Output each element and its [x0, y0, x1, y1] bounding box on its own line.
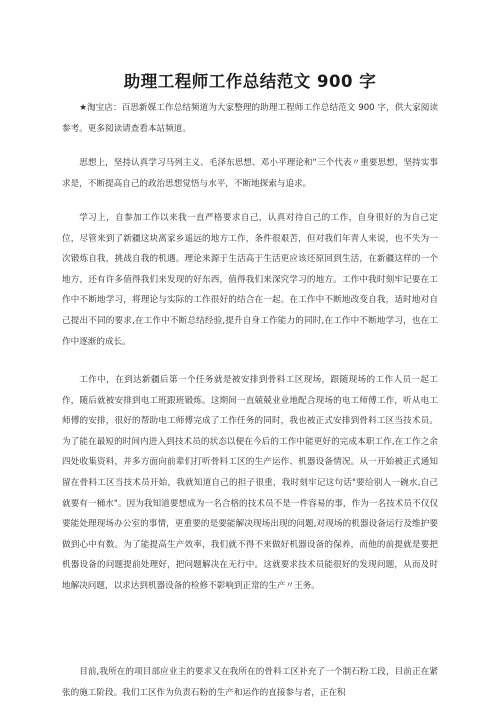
- current-project-paragraph: 目前,我所在的项目部应业主的要求又在我所在的骨料工区补充了一个制石粉工段，目前正在紧张的施工阶段。我们工区作为负责石粉的生产和运作的直接参与者，正在积: [62, 667, 438, 698]
- study-paragraph: 学习上，自参加工作以来我一直严格要求自己，认真对待自己的工作，自身很好的为自己定位，尽管来到了新疆这块离家乡遥远的地方工作，条件很艰苦，但对我们年青人来说，也不失为一次锻炼自我，挑战自我的机遇。理论来源于生活高于生活更应该还原回到生活，在新疆这样的一个地方，还有许多值得我们来发现的好东西，值得我们来深究学习的地方。工作中我时刻牢记要在工作中不断地学习，将理论与实际的工作很好的结合在一起。在工作中不断地改变自我，适时地对自己提出不同的要求,在工作中不断总结经验,提升自身工作能力的同时,在工作中不断地学习，也在工作中逐渐的成长。: [62, 213, 438, 347]
- work-paragraph: 工作中，在到达新疆后第一个任务就是被安排到骨料工区现场，跟随现场的工作人员一起工作，随后就被安排到电工班跟班锻炼。这期间一直兢兢业业地配合现场的电工师傅工作，听从电工师傅的安排，很好的帮助电工师傅完成了工作任务的同时，我也被正式安排到骨料工区当技术员。为了能在最短的时间内进入到技术员的状态以便在今后的工作中能更好的完成本职工作,在工作之余四处收集资料，并多方面向前辈们打听骨料工区的生产运作、机器设备情况。从一开始被正式通知留在骨料工区当技术员开始，我就知道自己的担子很重，我时刻牢记这句话"要给别人一碗水,自己就要有一桶水"。因为我知道要想成为一名合格的技术员不是一件容易的事，作为一名技术员不仅仅要能处理现场办公室的事情，更重要的是要能解决现场出现的问题,对现场的机器设备运行及维护要做到心中有数。为了能提高生产效率，我们就不得不来做好机器设备的保养，而他的前提就是要把机器设备的问题提前处理好，把问题解决在无行中。这就要求技术员能很好的发现问题，从而及时地解决问题，以求达到机器设备的检修不影响到正常的生产〃王务。: [62, 375, 438, 591]
- intro-paragraph: ★淘宝店：百思新媒工作总结频道为大家整理的助理工程师工作总结范文 900 字，供大家阅读参考。更多阅读请查看本站频道。: [62, 103, 438, 134]
- ideology-paragraph: 思想上，坚持认真学习马列主义、毛泽东思想、邓小平理论和“三个代表〃重要思想，坚持实事求是，不断提高自己的政治思想觉悟与水平，不断地探索与追求。: [62, 158, 438, 189]
- document-title: 助理工程师工作总结范文 900 字: [123, 72, 377, 91]
